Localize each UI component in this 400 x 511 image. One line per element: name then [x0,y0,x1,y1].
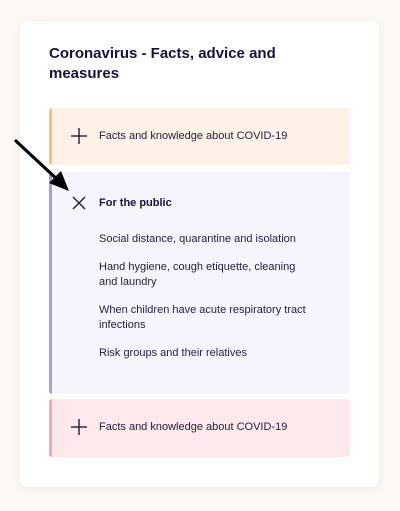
accordion-card [20,21,379,487]
card-title: Coronavirus - Facts, advice and measures [49,45,276,82]
sub-link-list [99,232,309,374]
sub-link-item[interactable]: Hand hygiene, cough etiquette, cleaning and laundry [99,261,296,288]
sub-link-item[interactable]: Social distance, quarantine and isolation [99,233,296,245]
accordion-panel-facts-1[interactable] [49,108,350,165]
sub-link-item[interactable]: Risk groups and their relatives [99,347,247,359]
accordion-panel-facts-2[interactable] [49,399,350,457]
sub-link-item[interactable]: When children have acute respiratory tract infections [99,304,306,331]
accordion-panel-public [49,172,350,394]
close-icon[interactable] [70,194,88,212]
accordion-panel-label[interactable]: Facts and knowledge about COVID-19 [99,421,288,433]
plus-icon[interactable] [70,418,88,436]
accordion-panel-label[interactable]: Facts and knowledge about COVID-19 [99,130,288,142]
accordion-panel-label[interactable]: For the public [99,197,172,209]
arrow-pointer-icon [13,139,73,195]
